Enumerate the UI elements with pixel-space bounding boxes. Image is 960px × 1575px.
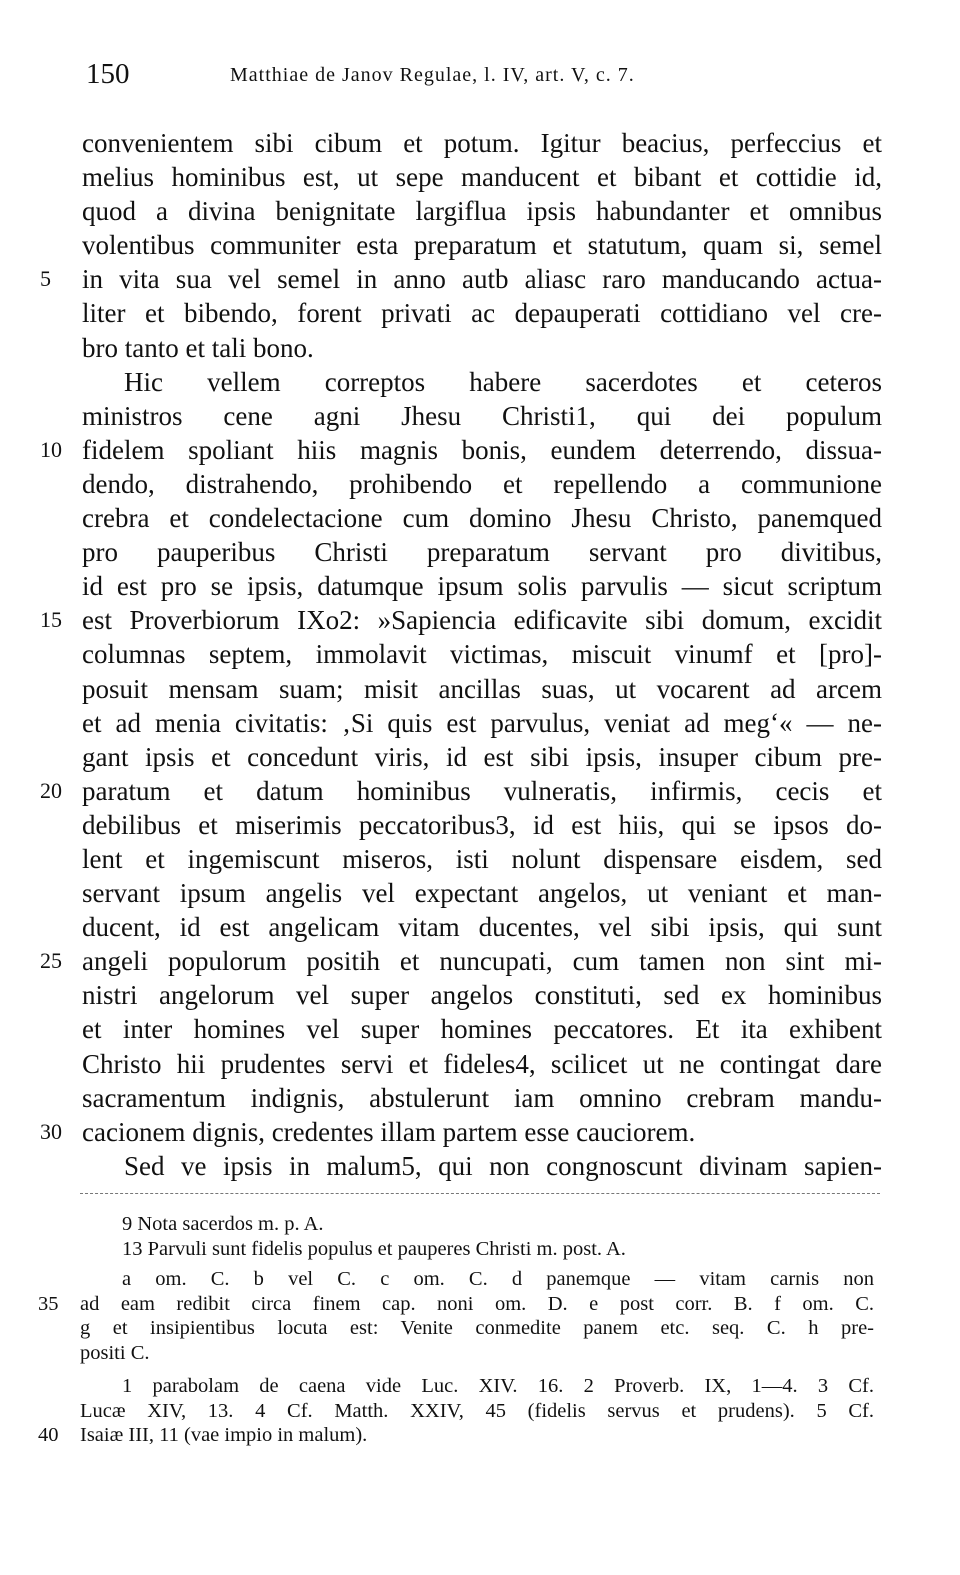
line-text: cacionem dignis, credentes illam partem esse cauciorem.: [82, 1116, 696, 1147]
footnote-text: 13 Parvuli sunt fidelis populus et pauperes Christi m. post. A.: [122, 1237, 626, 1260]
footnote-line: [80, 1316, 874, 1341]
page-header: [80, 58, 880, 98]
text-line: [40, 433, 882, 467]
line-number: 5: [40, 266, 51, 292]
footnote-text: g et insipientibus locuta est: Venite conmedite panem etc. seq. C. h pre-: [80, 1317, 874, 1339]
line-text: id est pro se ipsis, datumque ipsum solis parvulis — sicut scriptum: [82, 571, 882, 602]
footnote-text: Isaiæ III, 11 (vae impio in malum).: [80, 1424, 368, 1446]
line-text: et inter homines vel super homines peccatores. Et ita exhibent: [82, 1014, 882, 1045]
text-line: [82, 672, 882, 706]
line-text: pro pauperibus Christi preparatum servant pro divitibus,: [82, 537, 882, 568]
apparatus-footnotes: [38, 1212, 874, 1448]
footnote-divider: [80, 1193, 880, 1194]
line-text: ducent, id est angelicam vitam ducentes, vel sibi ipsis, qui sunt: [82, 912, 882, 943]
text-line: [82, 296, 882, 330]
text-line: [82, 365, 882, 399]
line-text: dendo, distrahendo, prohibendo et repellendo a communione: [82, 468, 882, 499]
line-text: sacramentum indignis, abstulerunt iam omnino crebram mandu-: [82, 1082, 882, 1113]
line-text: volentibus communiter esta preparatum et statutum, quam si, semel: [82, 230, 882, 261]
text-line: [40, 944, 882, 978]
text-line: [82, 1047, 882, 1081]
line-number: 40: [38, 1424, 59, 1446]
footnote-line: [80, 1212, 874, 1237]
text-line: [82, 910, 882, 944]
line-text: posuit mensam suam; misit ancillas suas, ut vocarent ad arcem: [82, 673, 882, 704]
text-line: [82, 637, 882, 671]
footnote-line: [80, 1341, 874, 1366]
text-line: [82, 1081, 882, 1115]
line-text: crebra et condelectacione cum domino Jhesu Christo, panemqued: [82, 503, 882, 534]
page-number: 150: [86, 58, 130, 90]
text-line: [40, 1115, 882, 1149]
main-text: [40, 126, 882, 1183]
text-line: [40, 262, 882, 296]
line-text: gant ipsis et concedunt viris, id est sibi ipsis, insuper cibum pre-: [82, 741, 882, 772]
text-line: [82, 194, 882, 228]
text-line: [82, 160, 882, 194]
line-text: Christo hii prudentes servi et fideles4, scilicet ut ne contingat dare: [82, 1048, 882, 1079]
footnote-line: [80, 1399, 874, 1424]
text-line: [82, 978, 882, 1012]
text-line: [82, 126, 882, 160]
line-text: fidelem spoliant hiis magnis bonis, eundem deterrendo, dissua-: [82, 434, 882, 465]
line-text: melius hominibus est, ut sepe manducent et bibant et cottidie id,: [82, 162, 882, 193]
line-text: servant ipsum angelis vel expectant angelos, ut veniant et man-: [82, 878, 882, 909]
text-line: [82, 467, 882, 501]
line-text: in vita sua vel semel in anno autb aliasc raro manducando actua-: [82, 264, 882, 295]
footnote-line: [80, 1374, 874, 1399]
text-line: [82, 535, 882, 569]
line-text: lent et ingemiscunt miseros, isti nolunt dispensare eisdem, sed: [82, 843, 882, 874]
line-number: 15: [40, 607, 62, 633]
footnote-text: 9 Nota sacerdos m. p. A.: [122, 1213, 324, 1235]
text-line: [82, 842, 882, 876]
line-text: est Proverbiorum IXo2: »Sapiencia edificavite sibi domum, excidit: [82, 605, 882, 636]
text-line: [82, 569, 882, 603]
text-line: [82, 1149, 882, 1183]
text-line: [82, 876, 882, 910]
text-line: [40, 774, 882, 808]
line-text: angeli populorum positih et nuncupati, cum tamen non sint mi-: [82, 946, 882, 977]
text-line: [82, 228, 882, 262]
line-text: Sed ve ipsis in malum5, qui non congnoscunt divinam sapien-: [124, 1150, 882, 1181]
line-number: 30: [40, 1118, 62, 1144]
line-number: 10: [40, 436, 62, 462]
footnote-text: Lucæ XIV, 13. 4 Cf. Matth. XXIV, 45 (fidelis servus et prudens). 5 Cf.: [80, 1399, 874, 1422]
line-text: paratum et datum hominibus vulneratis, infirmis, cecis et: [82, 775, 882, 806]
line-number: 20: [40, 777, 62, 803]
footnote-text: ad eam redibit circa finem cap. noni om. D. e post corr. B. f om. C.: [80, 1292, 874, 1315]
line-text: liter et bibendo, forent privati ac depauperati cottidiano vel cre-: [82, 298, 882, 329]
footnote-text: positi C.: [80, 1341, 150, 1364]
line-text: et ad menia civitatis: ‚Si quis est parvulus, veniat ad meg‘« — ne-: [82, 707, 882, 738]
line-text: convenientem sibi cibum et potum. Igitur beacius, perfeccius et: [82, 128, 882, 158]
text-line: [82, 1012, 882, 1046]
text-line: [82, 331, 882, 365]
footnote-line: [38, 1292, 874, 1317]
line-number: 25: [40, 948, 62, 974]
line-text: debilibus et miserimis peccatoribus3, id est hiis, qui se ipsos do-: [82, 809, 882, 840]
text-line: [82, 706, 882, 740]
footnote-line: [38, 1423, 874, 1448]
line-text: Hic vellem correptos habere sacerdotes et ceteros: [124, 366, 882, 397]
text-line: [82, 501, 882, 535]
text-line: [82, 399, 882, 433]
text-line: [82, 740, 882, 774]
footnote-line: [80, 1267, 874, 1292]
footnote-text: 1 parabolam de caena vide Luc. XIV. 16. 2 Proverb. IX, 1—4. 3 Cf.: [122, 1375, 874, 1397]
line-text: ministros cene agni Jhesu Christi1, qui dei populum: [82, 400, 882, 431]
running-title: Matthiae de Janov Regulae, l. IV, art. V, c. 7.: [230, 64, 635, 86]
text-line: [82, 808, 882, 842]
line-text: nistri angelorum vel super angelos constituti, sed ex hominibus: [82, 980, 882, 1011]
line-text: bro tanto et tali bono.: [82, 332, 314, 363]
line-text: columnas septem, immolavit victimas, miscuit vinumf et [pro]-: [82, 639, 882, 670]
footnote-line: [80, 1237, 874, 1262]
text-line: [40, 603, 882, 637]
line-number: 35: [38, 1292, 59, 1315]
line-text: quod a divina benignitate largiflua ipsis habundanter et omnibus: [82, 196, 882, 227]
footnote-text: a om. C. b vel C. c om. C. d panemque — vitam carnis non: [122, 1268, 874, 1290]
